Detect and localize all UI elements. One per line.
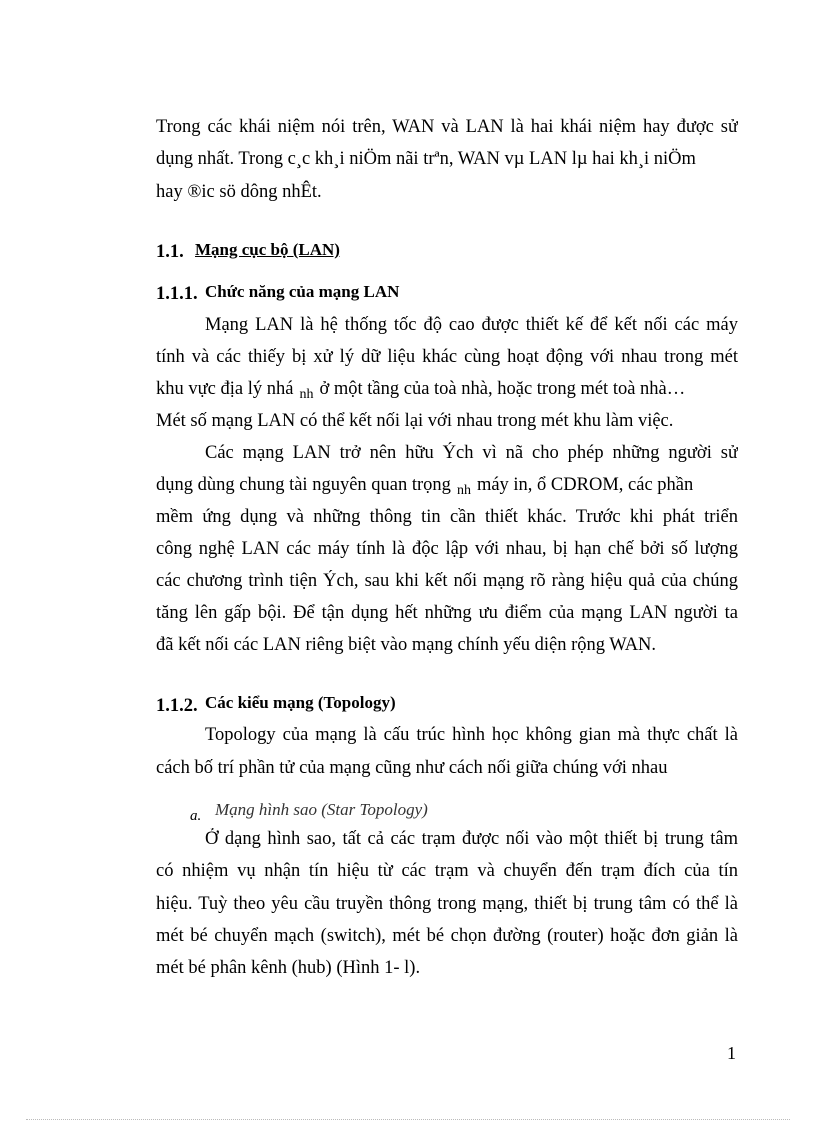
section-number: 1.1.1. <box>156 284 198 304</box>
text-segment: ở một tầng của toà nhà, hoặc trong mét toà nhà… <box>319 379 686 399</box>
para-line: công nghệ LAN các máy tính là độc lập với nhau, bị hạn chế bởi số lượng <box>156 539 738 559</box>
para-line: mét bé phân kênh (hub) (Hình 1- l). <box>156 958 421 978</box>
section-title: Chức năng của mạng LAN <box>205 282 400 301</box>
para-line: đã kết nối các LAN riêng biệt vào mạng chính yếu diện rộng WAN. <box>156 635 657 655</box>
para-line: các chương trình tiện Ých, sau khi kết nối mạng rõ ràng hiệu quả của chúng <box>156 571 738 591</box>
subscript-text: nh <box>456 483 471 498</box>
text-segment: máy in, ổ CDROM, các phần <box>476 475 694 495</box>
subsection-title: Mạng hình sao (Star Topology) <box>215 800 428 819</box>
page-bottom-divider <box>26 1119 790 1120</box>
para-line <box>156 474 738 498</box>
para-line: Mét số mạng LAN có thể kết nối lại với nhau trong mét khu làm việc. <box>156 411 674 431</box>
para-line: cách bố trí phần tử của mạng cũng như cách nối giữa chúng với nhau <box>156 758 668 778</box>
page-number: 1 <box>727 1043 736 1063</box>
intro-line-3: hay ®ic sö dông nhÊt. <box>156 182 322 202</box>
para-line: Mạng LAN là hệ thống tốc độ cao được thiết kế để kết nối các máy <box>205 315 738 335</box>
para-line: hiệu. Tuỳ theo yêu cầu truyền thông trong mạng, thiết bị trung tâm có thể là <box>156 894 738 914</box>
para-line: Các mạng LAN trở nên hữu Ých vì nã cho phép những người sử <box>205 443 738 463</box>
subsection-label: a. <box>190 808 202 824</box>
text-segment: dụng dùng chung tài nguyên quan trọng <box>156 475 451 495</box>
para-line: Topology của mạng là cấu trúc hình học không gian mà thực chất là <box>205 725 738 745</box>
para-line: tăng lên gấp bội. Để tận dụng hết những ưu điểm của mạng LAN người ta <box>156 603 738 623</box>
subscript-text: nh <box>299 387 314 402</box>
intro-line-1: Trong các khái niệm nói trên, WAN và LAN là hai khái niệm hay được sử <box>156 117 738 137</box>
para-line: tính và các thiếy bị xử lý dữ liệu khác cùng hoạt động với nhau trong mét <box>156 347 738 367</box>
intro-line-2: dụng nhất. Trong c¸c kh¸i niÖm nãi trªn, WAN vµ LAN lµ hai kh¸i niÖm <box>156 149 696 169</box>
section-number: 1.1.2. <box>156 696 198 716</box>
para-line: mét bé chuyển mạch (switch), mét bé chọn đường (router) hoặc đơn giản là <box>156 926 738 946</box>
para-line: có nhiệm vụ nhận tín hiệu từ các trạm và chuyển đến trạm đích của tín <box>156 861 738 881</box>
section-title: Các kiểu mạng (Topology) <box>205 693 396 712</box>
text-segment: khu vực địa lý nhá <box>156 379 294 399</box>
para-line: Ở dạng hình sao, tất cả các trạm được nối vào một thiết bị trung tâm <box>205 829 738 849</box>
para-line <box>156 378 738 402</box>
section-title: Mạng cục bộ (LAN) <box>195 240 340 259</box>
para-line: mềm ứng dụng và những thông tin cần thiết khác. Trước khi phát triển <box>156 507 738 527</box>
section-number: 1.1. <box>156 242 184 262</box>
